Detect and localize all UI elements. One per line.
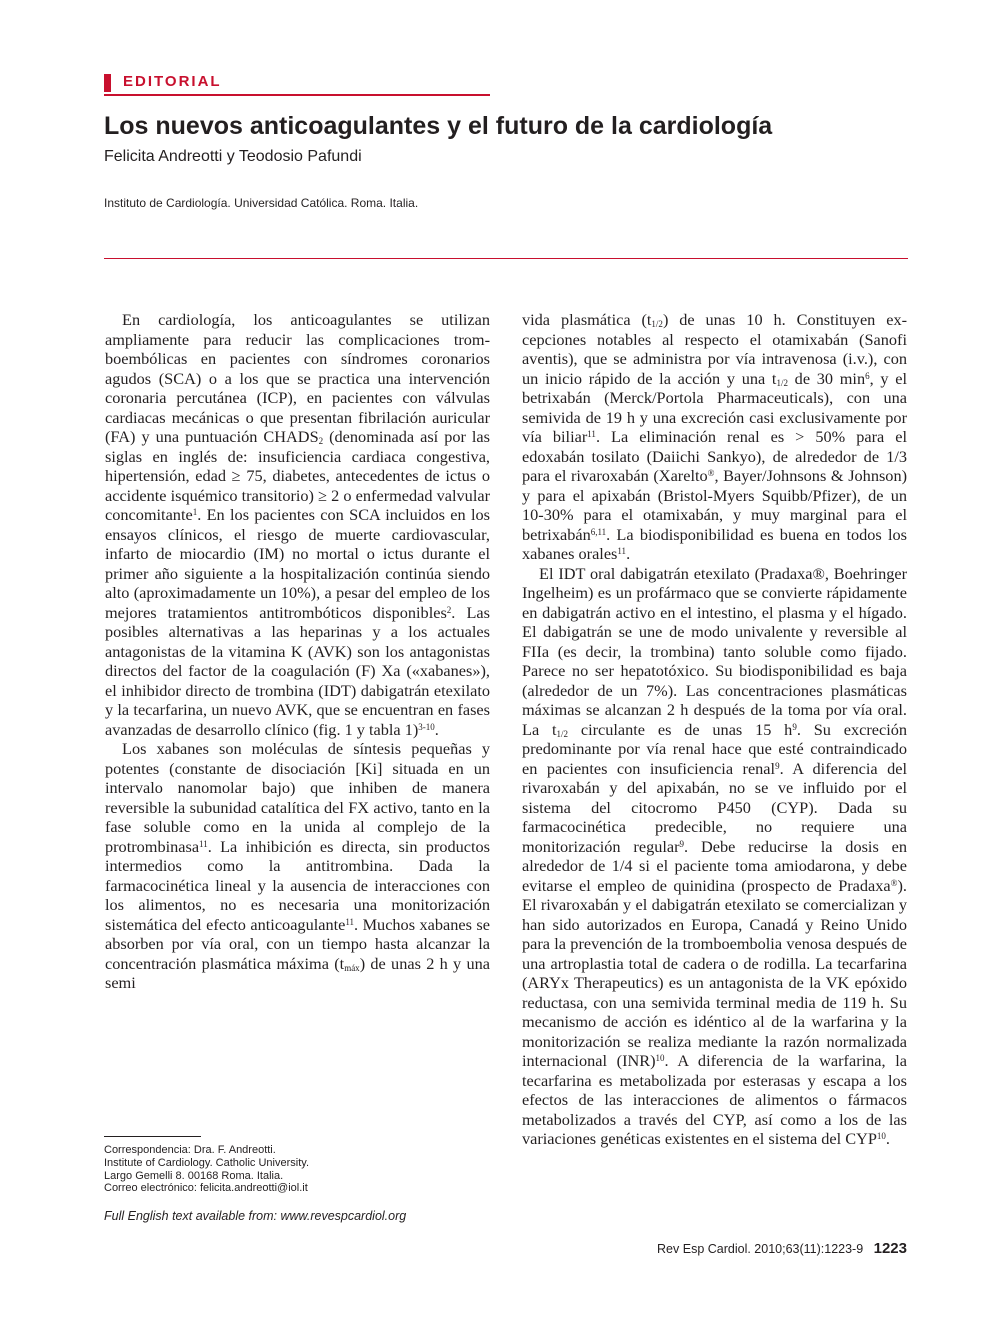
body-column-right bbox=[522, 310, 907, 1149]
citation-reference: Rev Esp Cardiol. 2010;63(11):1223-9 bbox=[657, 1242, 864, 1256]
correspondence-line: Correspondencia: Dra. F. Andreotti. bbox=[104, 1144, 276, 1156]
page-number: 1223 bbox=[873, 1240, 907, 1257]
footnote-divider bbox=[104, 1136, 201, 1137]
correspondence-block bbox=[104, 1144, 309, 1195]
section-tag bbox=[104, 72, 490, 96]
section-accent-bar bbox=[104, 74, 111, 92]
section-label: EDITORIAL bbox=[123, 73, 222, 90]
article-authors: Felicita Andreotti y Teodosio Pafundi bbox=[104, 148, 362, 165]
body-paragraph: El IDT oral dabigatrán etexilato (Pradaxa®, Boehringer Ingelheim) es un profármaco que se convierte rápidamente en dabigatrán activo en el intestino, el plasma y el hígado. El dabigatrán se une de modo univalente y reversible al FIIa (es decir, la trombina) tanto soluble como fijado. Parece no ser hepatotóxico. Su biodisponibilidad es baja (alrededor de un 7%). Las concentraciones plasmáticas máximas se alcanzan 2 h después de la toma por vía oral. La $t_{1/2}$ circulante es de unas 15 $h^9$. Su excreción predominante por vía renal hace que esté contraindicado en pacientes con insuficiencia renal$^9$. A diferencia del rivaroxabán y del apixabán, no se ve influido por el sistema del citocromo P450 (CYP). Dada su farmacocinética predecible, no requiere una monitorización regular$^9$. Debe reducirse la dosis en alrededor de 1/4 si el paciente toma amiodarona, y debe evitarse el empleo de quinidina (prospecto de Pradaxa®). El rivaroxabán y el dabigatrán etexilato se comercializan y han sido autorizados en Europa, Canadá y Reino Unido para la prevención de la tromboembolia venosa después de una artroplastia total de cadera o de rodilla. La tecarfarina (ARYx Therapeutics) es un antagonista de la VK epóxido reductasa, con una semivida terminal media de 119 h. Su mecanismo de acción es idéntico al de la warfarina y la monitorización se realiza mediante la razón normalizada internacional (INR)$^{10}$. A diferencia de la warfarina, la tecarfarina es metabolizada por esterasas y escapa a los efectos de las interacciones de alimentos o fármacos metabolizados a través del CYP, así como a los de las variaciones genéticas existentes en el sistema del CYP$^{10}$. bbox=[522, 563, 908, 1148]
article-affiliation: Instituto de Cardiología. Universidad Católica. Roma. Italia. bbox=[104, 196, 419, 210]
body-paragraph: vida plasmática $(t_{1/2})$ de unas 10 h. Constituyen excepciones notables al respecto el otamixabán (Sanofi aventis), que se administra por vía intravenosa (i.v.), con un inicio rápido de la acción y una $t_{1/2}$ de 30 $\min^6$, y el betrixabán (Merck/Portola Pharmaceuticals), con una semivida de 19 h y una excreción casi exclusivamente por vía biliar$^{11}$. La eliminación renal es > 50% para el edoxabán tosilato (Daiichi Sankyo), de alrededor de 1/3 para el rivaroxabán (Xarelto®, Bayer/Johnsons & Johnson) y para el apixabán (Bristol-Myers Squibb/Pfizer), de un 10-30% para el otamixabán, y muy marginal para el betrixabán$^{6,11}$. La biodisponibilidad es buena en todos los xabanes orales$^{11}$. bbox=[522, 310, 908, 563]
section-rule bbox=[104, 94, 490, 96]
correspondence-email[interactable]: Correo electrónico: felicita.andreotti@iol.it bbox=[104, 1182, 308, 1195]
body-paragraph: Los xabanes son moléculas de síntesis pequeñas y potentes (constante de disociación [Ki] situada en un intervalo nanomolar bajo) que inhiben de manera reversible la subunidad catalítica del FX activo, tanto en la fase soluble como en la unida al complejo de la protrombinasa$^{11}$. La inhibición es directa, sin productos intermedios como la antitrombina. Dada la farmacocinética lineal y la ausencia de interacciones con los alimentos, no es necesaria una monitorización sistemática del efecto anticoagulante$^{11}$. Muchos xabanes se absorben por vía oral, con un tiempo hasta alcanzar la concentración plasmática máxima $(t_{máx})$ de unas 2 h y una semi bbox=[105, 739, 490, 992]
body-column-left bbox=[105, 310, 490, 993]
journal-citation bbox=[657, 1240, 907, 1258]
body-paragraph: En cardiología, los anticoagulantes se utilizan ampliamente para reducir las complicaciones tromboembólicas en pacientes con síndromes coronarios agudos (SCA) o a los que se practica una intervención coronaria percutánea (ICP), en pacientes con válvulas cardiacas mecánicas o que presentan fibrilación auricular (FA) y una puntuación $CHADS_2$ (denominada así por las siglas en inglés de: insuficiencia cardiaca congestiva, hipertensión, edad ≥ 75, diabetes, antecedentes de ictus o accidente isquémico transitorio) ≥ 2 o enfermedad valvular concomitante$^1$. En los pacientes con SCA incluidos en los ensayos clínicos, el riesgo de muerte cardiovascular, infarto de miocardio (IM) no mortal o ictus durante el primer año siguiente a la hospitalización continúa siendo alto (aproximadamente un 10%), a pesar del empleo de los mejores tratamientos antitrombóticos disponibles$^2$. Las posibles alternativas a las heparinas y a los actuales antagonistas de la vitamina K (AVK) son los antagonistas directos del factor de la coagulación (F) Xa («xabanes»), el inhibidor directo de trombina (IDT) dabigatrán etexilato y la tecarfarina, un nuevo AVK, que se encuentran en fases avanzadas de desarrollo clínico (fig. 1 y tabla 1)$^{3-10}$. bbox=[105, 310, 490, 739]
article-title: Los nuevos anticoagulantes y el futuro de la cardiología bbox=[104, 112, 773, 140]
correspondence-line: Largo Gemelli 8. 00168 Roma. Italia. bbox=[104, 1169, 284, 1182]
header-divider bbox=[104, 258, 908, 259]
english-text-note[interactable]: Full English text available from: www.revespcardiol.org bbox=[104, 1209, 407, 1223]
correspondence-line: Institute of Cardiology. Catholic University. bbox=[104, 1156, 310, 1169]
